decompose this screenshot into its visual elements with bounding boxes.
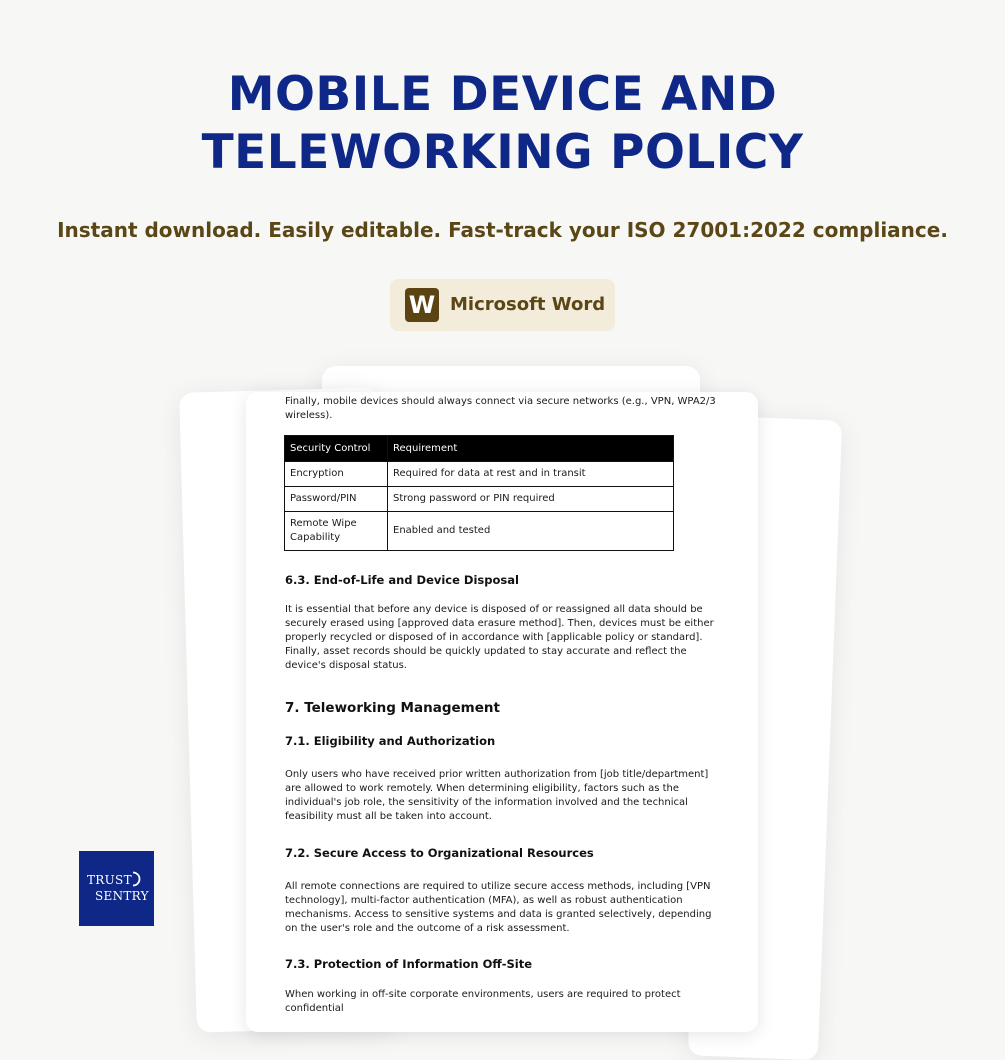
section-heading-6-3: 6.3. End-of-Life and Device Disposal [285, 573, 519, 587]
section-body-7-1: Only users who have received prior written authorization from [job title/department] are allowed to work remotely. When determining eligibility, factors such as the individual's job role, the sensitivity of the information involved and the technical feasibility must all be taken into account. [285, 769, 709, 822]
title-line-1: MOBILE DEVICE AND [227, 67, 778, 122]
section-heading-7-1: 7.1. Eligibility and Authorization [285, 734, 496, 748]
format-label: Microsoft Word [450, 294, 606, 315]
title-line-2: TELEWORKING POLICY [201, 125, 804, 180]
section-heading-7: 7. Teleworking Management [285, 700, 500, 716]
table-cell: Enabled and tested [388, 512, 674, 551]
table-row [285, 462, 674, 487]
table-header-row [285, 436, 674, 462]
logo-text-trust: TRUST [87, 873, 132, 887]
page-title [0, 66, 1005, 182]
section-body-6-3: It is essential that before any device is disposed of or reassigned all data should be securely erased using [approved data erasure method]. Then, devices must be either properly recycled or disposed of in accordance with [applicable policy or standard]. Finally, asset records should be quickly updated to stay accurate and reflect the device's disposal status. [285, 604, 714, 671]
table-cell: Strong password or PIN required [388, 487, 674, 512]
table-header-cell: Security Control [285, 436, 388, 462]
section-body-7-3: When working in off-site corporate environments, users are required to protect confidential [285, 989, 681, 1014]
intro-paragraph: Finally, mobile devices should always connect via secure networks (e.g., VPN, WPA2/3 wireless). [285, 396, 716, 421]
microsoft-word-icon: W [405, 288, 439, 322]
security-controls-table [284, 435, 674, 551]
crescent-icon [131, 871, 143, 887]
table-cell: Password/PIN [285, 487, 388, 512]
tagline: Instant download. Easily editable. Fast-track your ISO 27001:2022 compliance. [57, 218, 948, 242]
table-cell: Encryption [285, 462, 388, 487]
table-row [285, 512, 674, 551]
trust-sentry-logo [79, 851, 154, 926]
document-preview-page [246, 392, 758, 1032]
section-body-7-2: All remote connections are required to utilize secure access methods, including [VPN technology], multi-factor authentication (MFA), as well as robust authentication mechanisms. Access to sensitive systems and data is granted selectively, depending on the user's role and the outcome of a risk assessment. [285, 881, 712, 934]
format-badge [390, 279, 615, 331]
table-row [285, 487, 674, 512]
table-header-cell: Requirement [388, 436, 674, 462]
section-heading-7-3: 7.3. Protection of Information Off-Site [285, 957, 532, 971]
logo-text-sentry: SENTRY [95, 889, 149, 903]
table-cell: Required for data at rest and in transit [388, 462, 674, 487]
section-heading-7-2: 7.2. Secure Access to Organizational Resources [285, 846, 594, 860]
table-cell: Remote Wipe Capability [285, 512, 388, 551]
